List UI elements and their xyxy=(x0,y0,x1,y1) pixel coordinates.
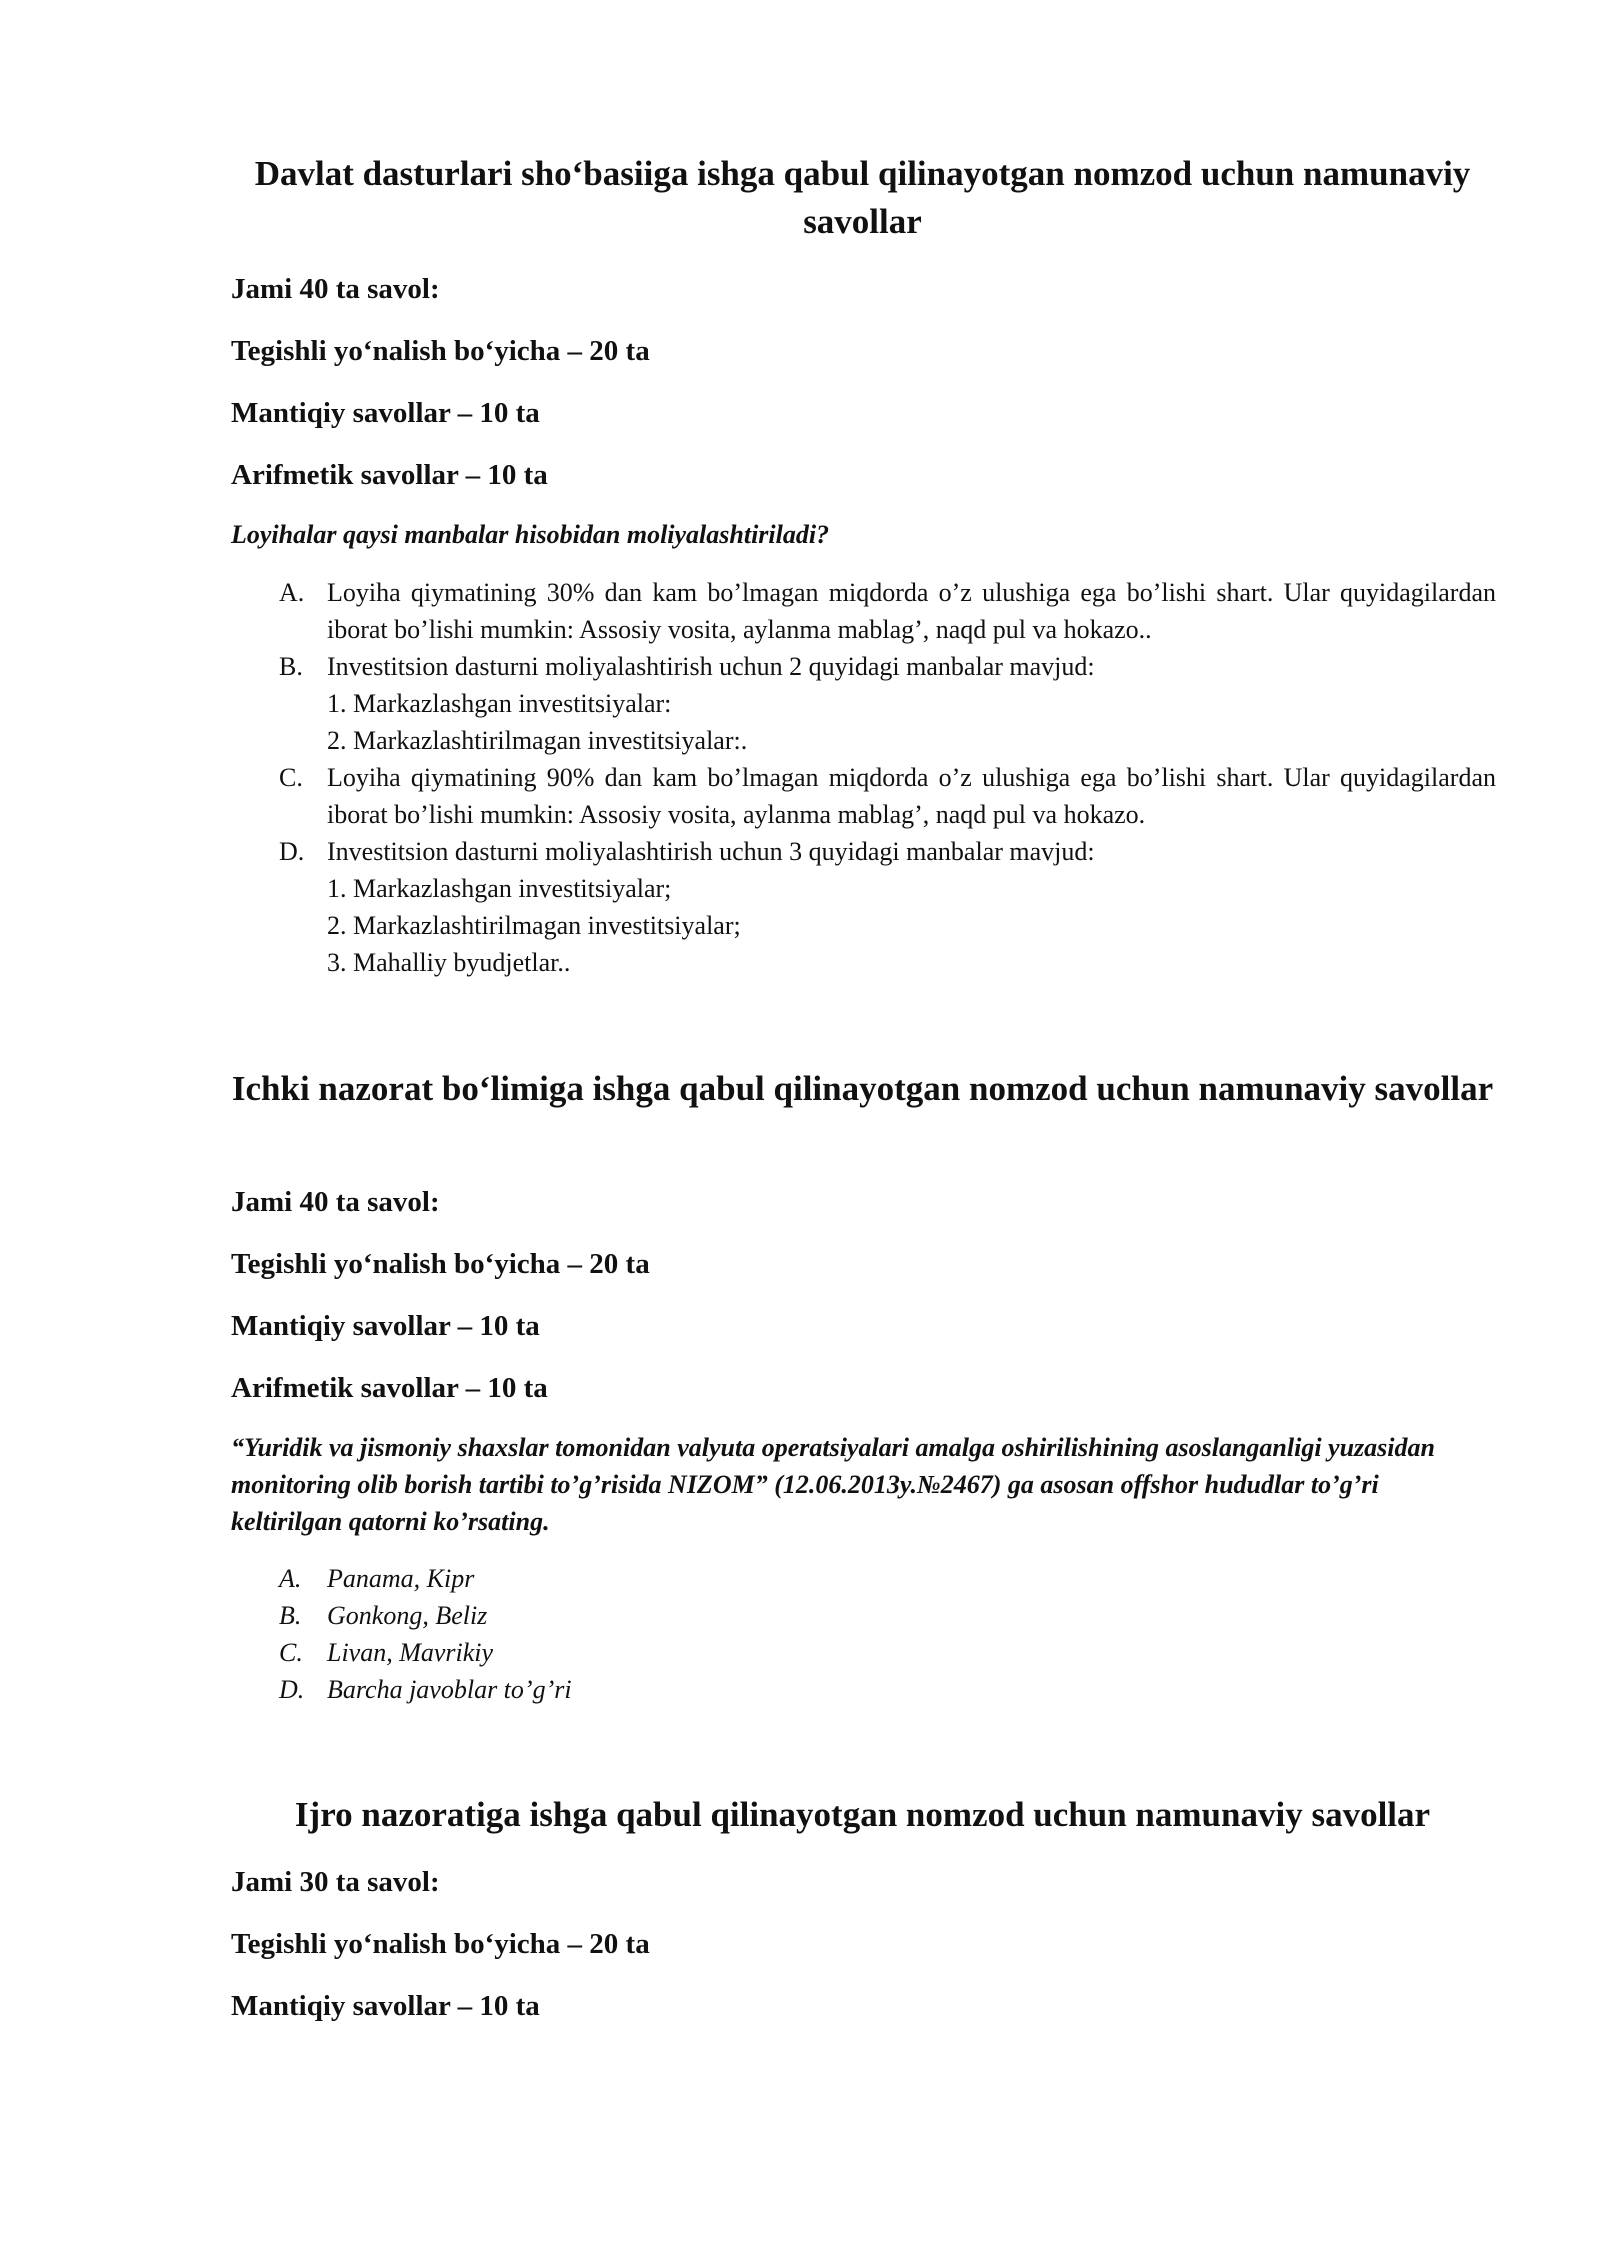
section-3-stat-direction: Tegishli yo‘nalish bo‘yicha – 20 ta xyxy=(231,1928,650,1960)
option-a xyxy=(231,1560,1496,1597)
section-3-title: Ijro nazoratiga ishga qabul qilinayotgan nomzod uchun namunaviy savollar xyxy=(294,1795,1431,1834)
option-text: Investitsion dasturni moliyalashtirish uchun 3 quyidagi manbalar mavjud: xyxy=(327,837,1095,866)
option-letter: B. xyxy=(279,652,303,681)
option-subitem: 3. Mahalliy byudjetlar.. xyxy=(327,948,571,977)
section-1-options xyxy=(231,574,1496,981)
option-text: Loyiha qiymatining 90% dan kam bo’lmagan miqdorda o’z ulushiga ega bo’lishi shart. Ular quyidagilardan iborat bo’lishi mumkin: Assosiy vosita, aylanma mablag’, naqd pul va hokazo. xyxy=(327,763,1496,829)
section-2-options xyxy=(231,1560,1496,1708)
option-b xyxy=(231,1597,1496,1634)
option-text: Livan, Mavrikiy xyxy=(327,1638,494,1667)
section-2-question: “Yuridik va jismoniy shaxslar tomonidan valyuta operatsiyalari amalga oshirilishining asoslanganligi yuzasidan monitoring olib borish tartibi to’g’risida NIZOM” (12.06.2013y.№2467) ga asosan offshor hududlar to’g’ri keltirilgan qatorni ko’rsating. xyxy=(231,1433,1435,1536)
option-c xyxy=(231,1634,1496,1671)
option-text: Panama, Kipr xyxy=(327,1564,475,1593)
section-2-total: Jami 40 ta savol: xyxy=(231,1186,440,1218)
option-letter: A. xyxy=(279,578,305,607)
section-1-title: Davlat dasturlari sho‘basiiga ishga qabul qilinayotgan nomzod uchun namunaviy savollar xyxy=(254,154,1471,241)
option-letter: A. xyxy=(279,1564,302,1593)
option-text: Investitsion dasturni moliyalashtirish uchun 2 quyidagi manbalar mavjud: xyxy=(327,652,1095,681)
option-a xyxy=(231,574,1496,648)
option-d xyxy=(231,833,1496,981)
section-2-stat-logic: Mantiqiy savollar – 10 ta xyxy=(231,1310,540,1342)
section-2-stat-direction: Tegishli yo‘nalish bo‘yicha – 20 ta xyxy=(231,1248,650,1280)
option-letter: C. xyxy=(279,1638,303,1667)
option-c xyxy=(231,759,1496,833)
section-2-stat-arithmetic: Arifmetik savollar – 10 ta xyxy=(231,1372,548,1404)
option-text: Loyiha qiymatining 30% dan kam bo’lmagan miqdorda o’z ulushiga ega bo’lishi shart. Ular quyidagilardan iborat bo’lishi mumkin: Assosiy vosita, aylanma mablag’, naqd pul va hokazo.. xyxy=(327,578,1496,644)
option-text: Gonkong, Beliz xyxy=(327,1601,488,1630)
option-b xyxy=(231,648,1496,759)
section-3-total: Jami 30 ta savol: xyxy=(231,1866,440,1898)
section-1-stat-logic: Mantiqiy savollar – 10 ta xyxy=(231,397,540,429)
option-subitem: 1. Markazlashgan investitsiyalar; xyxy=(327,874,672,903)
option-subitem: 1. Markazlashgan investitsiyalar: xyxy=(327,689,672,718)
section-2-title: Ichki nazorat bo‘limiga ishga qabul qilinayotgan nomzod uchun namunaviy savollar xyxy=(231,1069,1494,1108)
option-subitem: 2. Markazlashtirilmagan investitsiyalar:. xyxy=(327,726,748,755)
option-d xyxy=(231,1671,1496,1708)
section-1-total: Jami 40 ta savol: xyxy=(231,273,440,305)
option-text: Barcha javoblar to’g’ri xyxy=(327,1675,572,1704)
section-1-question: Loyihalar qaysi manbalar hisobidan moliyalashtiriladi? xyxy=(231,520,830,549)
option-letter: D. xyxy=(279,1675,305,1704)
option-letter: D. xyxy=(279,837,305,866)
option-letter: B. xyxy=(279,1601,302,1630)
option-subitem: 2. Markazlashtirilmagan investitsiyalar; xyxy=(327,911,741,940)
section-1-stat-direction: Tegishli yo‘nalish bo‘yicha – 20 ta xyxy=(231,335,650,367)
option-letter: C. xyxy=(279,763,303,792)
section-3-stat-logic: Mantiqiy savollar – 10 ta xyxy=(231,1990,540,2022)
section-1-stat-arithmetic: Arifmetik savollar – 10 ta xyxy=(231,459,548,491)
